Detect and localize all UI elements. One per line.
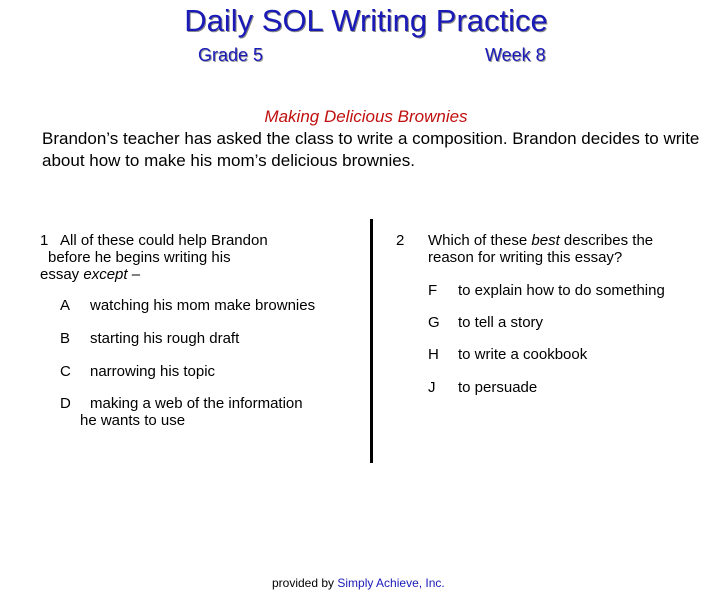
footer-prefix: provided by — [272, 576, 338, 590]
option-text: watching his mom make brownies — [90, 297, 316, 314]
footer-credit — [272, 576, 445, 590]
q2-option-j[interactable] — [428, 379, 537, 396]
question-2-stem-post: describes the reason for writing this essay? — [428, 232, 654, 266]
option-letter: D — [60, 395, 71, 412]
question-1-stem-line3: essay — [40, 266, 80, 283]
question-1-stem-line1: All of these could help Brandon — [60, 232, 268, 249]
option-text-line2: he wants to use — [80, 412, 186, 429]
option-letter: G — [428, 314, 440, 331]
option-letter: A — [60, 297, 71, 314]
q2-option-h[interactable] — [428, 346, 587, 363]
grade-label: Grade 5 — [198, 45, 264, 65]
question-2-stem-pre: Which of these — [428, 232, 532, 249]
question-1-stem — [40, 232, 330, 283]
option-letter: B — [60, 330, 71, 347]
option-letter: H — [428, 346, 439, 363]
footer-brand: Simply Achieve, Inc. — [337, 576, 445, 590]
option-text: narrowing his topic — [90, 363, 216, 380]
page-title: Daily SOL Writing Practice — [184, 3, 548, 38]
week-label: Week 8 — [485, 45, 546, 65]
q2-option-f[interactable] — [428, 282, 665, 299]
q1-option-c[interactable] — [60, 363, 215, 380]
option-text: to tell a story — [458, 314, 544, 331]
option-letter: C — [60, 363, 71, 380]
option-letter: J — [428, 379, 436, 396]
option-text: to persuade — [458, 379, 538, 396]
option-letter: F — [428, 282, 438, 299]
option-text: making a web of the information — [90, 395, 303, 412]
question-2-stem — [428, 232, 703, 266]
option-text: to write a cookbook — [458, 346, 588, 363]
column-divider — [370, 219, 373, 463]
question-2-stem-best: best — [531, 232, 560, 249]
question-1-stem-line2: before he begins writing his — [48, 249, 231, 266]
q1-option-b[interactable] — [60, 330, 239, 347]
question-2-number: 2 — [396, 232, 405, 249]
question-1-stem-dash: – — [127, 266, 141, 283]
question-1-stem-except: except — [83, 266, 128, 283]
q1-option-d[interactable] — [60, 395, 303, 412]
q2-option-g[interactable] — [428, 314, 543, 331]
passage-text: Brandon’s teacher has asked the class to write a composition. Brandon decides to write about how to make his mom’s delicious brownies. — [42, 129, 700, 170]
passage-title: Making Delicious Brownies — [264, 107, 468, 126]
option-text: to explain how to do something — [458, 282, 665, 299]
option-text: starting his rough draft — [90, 330, 240, 347]
q1-option-d-continued — [80, 412, 185, 429]
question-1-number: 1 — [40, 232, 49, 249]
q1-option-a[interactable] — [60, 297, 315, 314]
